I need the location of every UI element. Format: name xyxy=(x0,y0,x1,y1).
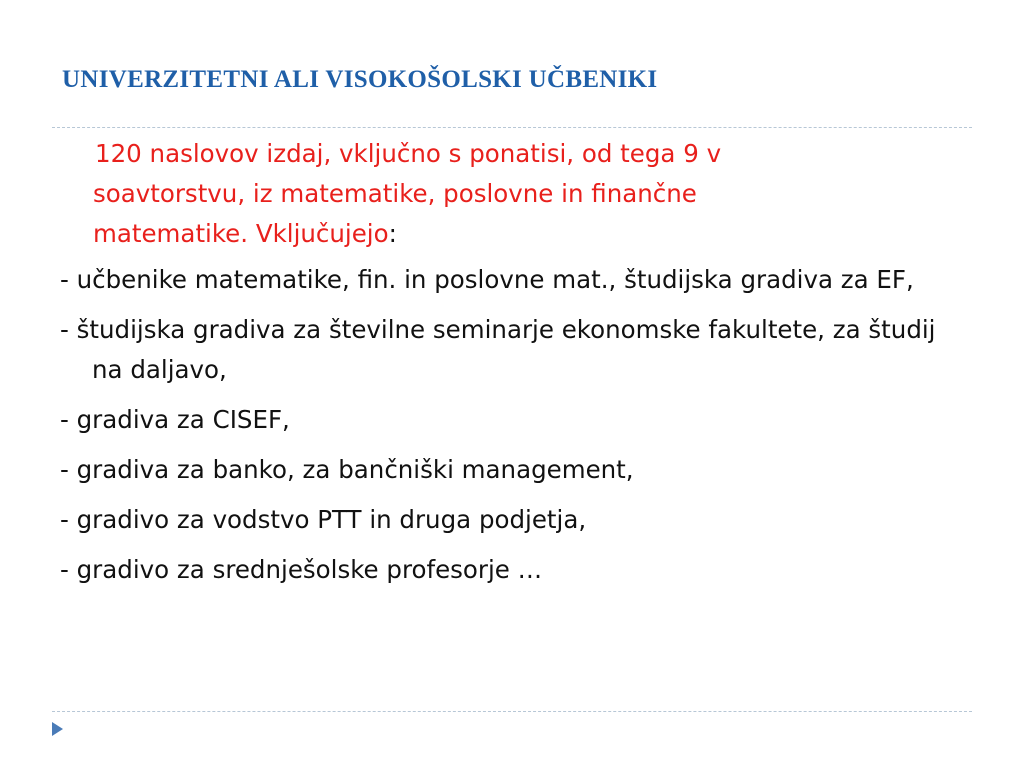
intro-line-2: soavtorstvu, iz matematike, poslovne in finančne xyxy=(93,179,697,208)
play-triangle-icon xyxy=(52,722,63,736)
intro-paragraph xyxy=(60,134,960,254)
list-item-ptt: - gradivo za vodstvo PTT in druga podjetja, xyxy=(60,505,587,534)
list-item-seminars: - študijska gradiva za številne seminarje ekonomske fakultete, za študij na daljavo, xyxy=(60,315,936,384)
slide-content xyxy=(60,134,960,600)
footer-divider xyxy=(52,711,972,712)
list-item-bank: - gradiva za banko, za bančniški management, xyxy=(60,455,634,484)
list-item-cisef: - gradiva za CISEF, xyxy=(60,405,290,434)
list-item-textbooks: - učbenike matematike, fin. in poslovne mat., študijska gradiva za EF, xyxy=(60,265,914,294)
intro-line-1: 120 naslovov izdaj, vključno s ponatisi, od tega 9 v xyxy=(95,139,722,168)
list-item-teachers: - gradivo za srednješolske profesorje … xyxy=(60,555,543,584)
title-divider xyxy=(52,127,972,128)
slide-title: UNIVERZITETNI ALI VISOKOŠOLSKI UČBENIKI xyxy=(62,66,658,93)
intro-line-3: matematike. Vključujejo xyxy=(93,219,389,248)
intro-colon: : xyxy=(388,219,397,248)
